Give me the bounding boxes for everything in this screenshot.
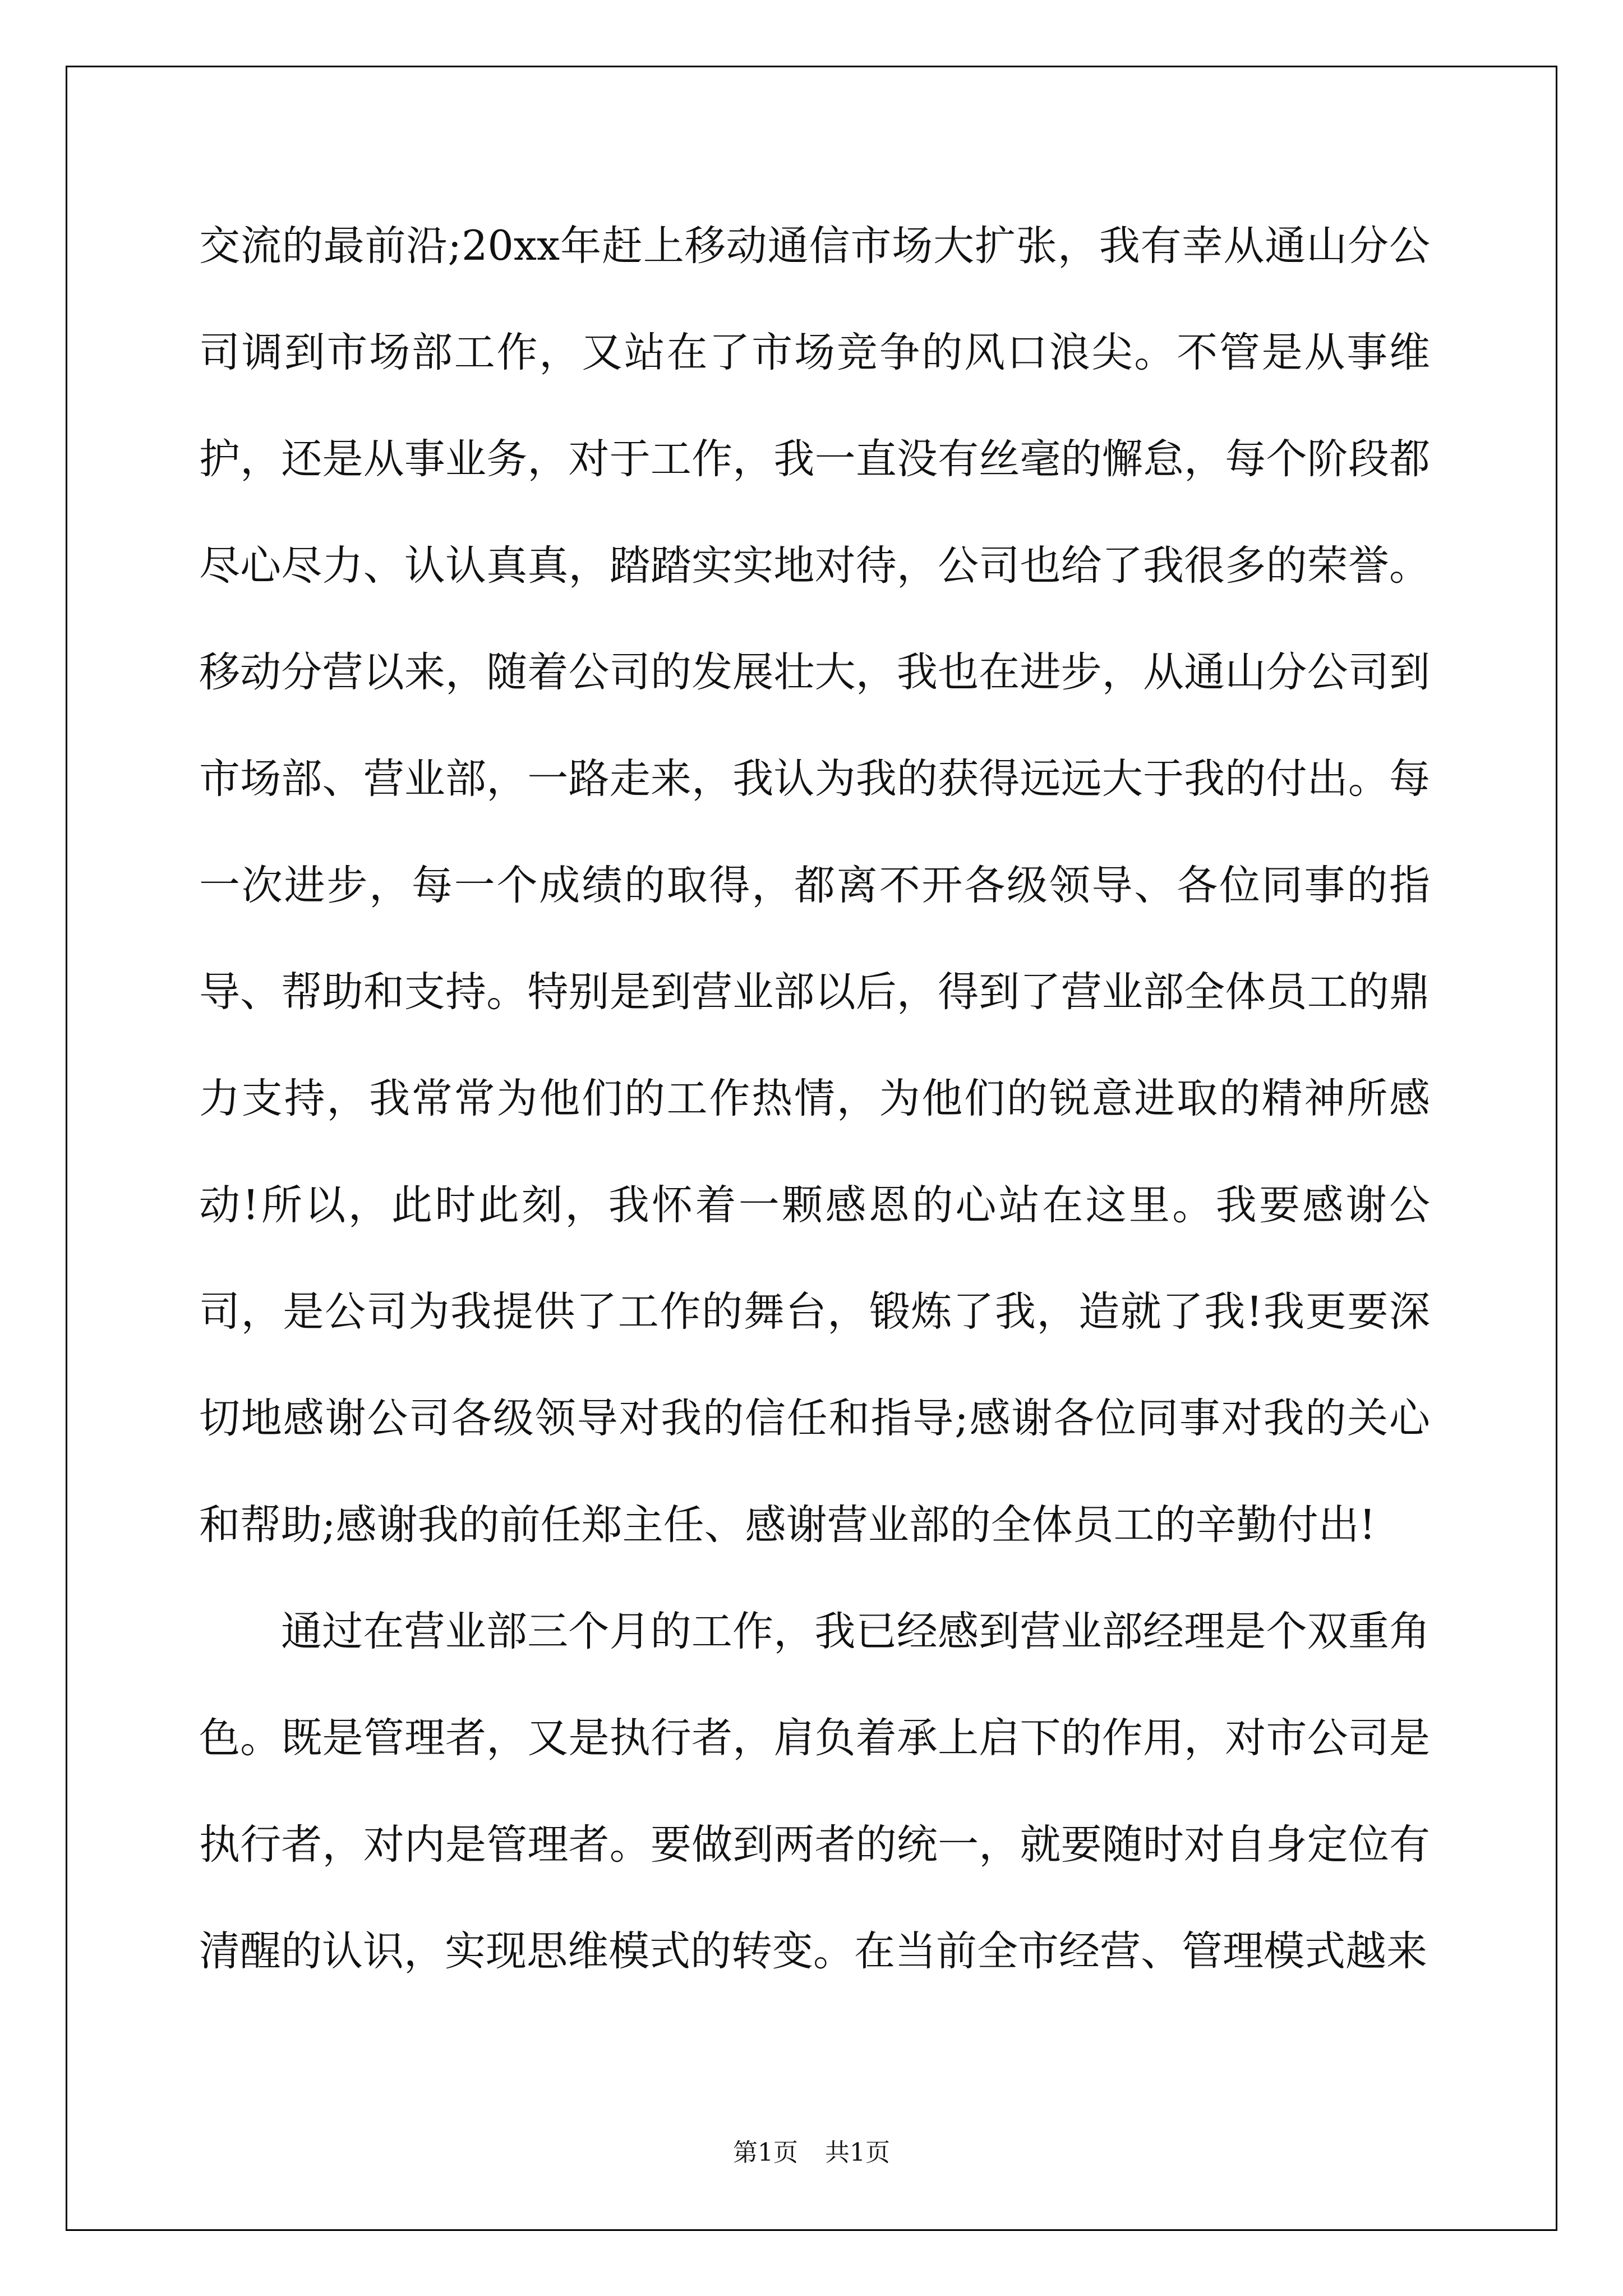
page-footer (0, 2136, 1623, 2170)
page-number-label: 第1页 (733, 2138, 798, 2167)
body-paragraph-1: 交流的最前沿;20xx年赶上移动通信市场大扩张，我有幸从通山分公司调到市场部工作，又站在了市场竞争的风口浪尖。不管是从事维护，还是从事业务，对于工作，我一直没有丝毫的懈怠，每个阶段都尽心尽力、认认真真，踏踏实实地对待，公司也给了我很多的荣誉。移动分营以来，随着公司的发展壮大，我也在进步，从通山分公司到市场部、营业部，一路走来，我认为我的获得远远大于我的付出。每一次进步，每一个成绩的取得，都离不开各级领导、各位同事的指导、帮助和支持。特别是到营业部以后，得到了营业部全体员工的鼎力支持，我常常为他们的工作热情，为他们的锐意进取的精神所感动!所以，此时此刻，我怀着一颗感恩的心站在这里。我要感谢公司，是公司为我提供了工作的舞台，锻炼了我，造就了我!我更要深切地感谢公司各级领导对我的信任和指导;感谢各位同事对我的关心和帮助;感谢我的前任郑主任、感谢营业部的全体员工的辛勤付出! (199, 222, 1430, 1549)
body-paragraph-2: 通过在营业部三个月的工作，我已经感到营业部经理是个双重角色。既是管理者，又是执行者，肩负着承上启下的作用，对市公司是执行者，对内是管理者。要做到两者的统一，就要随时对自身定位有清醒的认识，实现思维模式的转变。在当前全市经营、管理模式越来 (199, 1608, 1430, 1975)
page-total-label: 共1页 (825, 2138, 890, 2167)
